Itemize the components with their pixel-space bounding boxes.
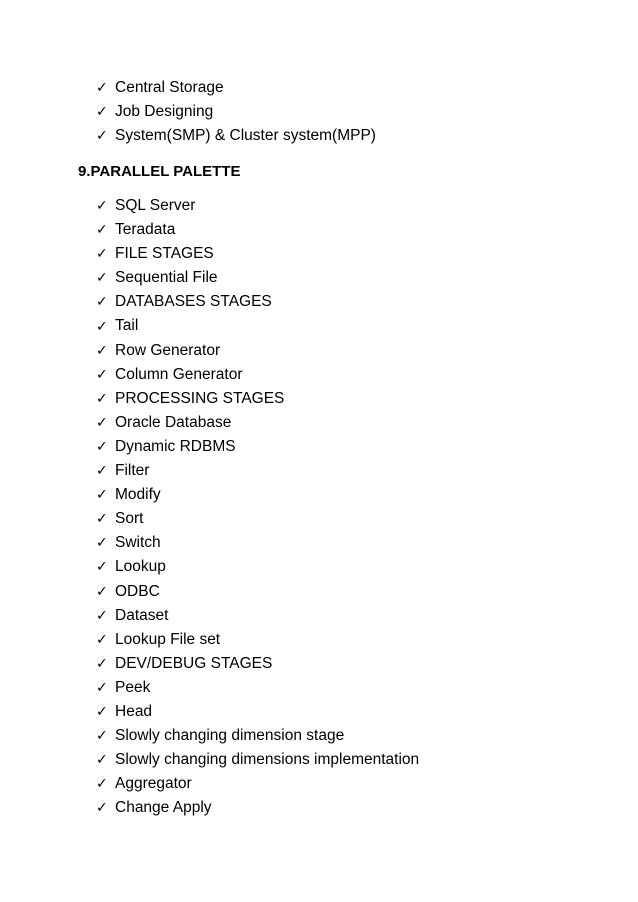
- list-item-label: System(SMP) & Cluster system(MPP): [115, 127, 376, 145]
- list-item-label: Aggregator: [115, 775, 192, 793]
- checkmark-icon: ✓: [96, 800, 108, 817]
- list-item: [96, 724, 419, 748]
- list-item-label: Row Generator: [115, 341, 221, 359]
- list-item: [96, 411, 419, 435]
- list-item: [96, 700, 419, 724]
- list-item-label: Modify: [115, 486, 161, 504]
- list-item: [96, 218, 419, 242]
- list-item-label: Tail: [115, 317, 139, 335]
- list-item: [96, 580, 419, 604]
- list-item: [96, 76, 376, 100]
- checkmark-icon: ✓: [96, 655, 108, 672]
- checkmark-icon: ✓: [96, 342, 108, 359]
- list-item: [96, 194, 419, 218]
- list-item-label: Dynamic RDBMS: [115, 437, 236, 455]
- list-item: [96, 290, 419, 314]
- list-item: [96, 676, 419, 700]
- checkmark-icon: ✓: [96, 487, 108, 504]
- checkmark-icon: ✓: [96, 246, 108, 263]
- list-item: [96, 796, 419, 820]
- list-item: [96, 124, 376, 148]
- list-item-label: DATABASES STAGES: [115, 293, 272, 311]
- checkmark-icon: ✓: [96, 535, 108, 552]
- list-item-label: Switch: [115, 534, 161, 552]
- checkmark-icon: ✓: [96, 104, 108, 121]
- checkmark-icon: ✓: [96, 607, 108, 624]
- list-item-label: Slowly changing dimensions implementation: [115, 751, 420, 769]
- list-item-label: Slowly changing dimension stage: [115, 727, 345, 745]
- list-item-label: Change Apply: [115, 799, 212, 817]
- list-item-label: ODBC: [115, 582, 160, 600]
- list-item-label: FILE STAGES: [115, 245, 214, 263]
- list-item: [96, 339, 419, 363]
- list-item-label: Dataset: [115, 606, 169, 624]
- list-item: [96, 772, 419, 796]
- list-item-label: Filter: [115, 462, 150, 480]
- checkmark-icon: ✓: [96, 128, 108, 145]
- list-item-label: Lookup File set: [115, 630, 221, 648]
- checkmark-icon: ✓: [96, 559, 108, 576]
- checkmark-icon: ✓: [96, 583, 108, 600]
- checkmark-icon: ✓: [96, 198, 108, 215]
- list-item: [96, 483, 419, 507]
- list-item-label: Teradata: [115, 221, 176, 239]
- list-item: [96, 363, 419, 387]
- list-item: [96, 387, 419, 411]
- checkmark-icon: ✓: [96, 463, 108, 480]
- checkmark-icon: ✓: [96, 752, 108, 769]
- parallel-palette-checklist: [96, 194, 419, 820]
- list-item-label: SQL Server: [115, 197, 196, 214]
- checkmark-icon: ✓: [96, 438, 108, 455]
- list-item-label: Central Storage: [115, 79, 224, 96]
- checkmark-icon: ✓: [96, 511, 108, 528]
- checkmark-icon: ✓: [96, 414, 108, 431]
- checkmark-icon: ✓: [96, 222, 108, 239]
- list-item: [96, 748, 419, 772]
- list-item: [96, 507, 419, 531]
- list-item: [96, 100, 376, 124]
- checkmark-icon: ✓: [96, 318, 108, 335]
- list-item: [96, 435, 419, 459]
- checkmark-icon: ✓: [96, 294, 108, 311]
- intro-checklist: [96, 76, 376, 148]
- list-item: [96, 555, 419, 579]
- checkmark-icon: ✓: [96, 679, 108, 696]
- list-item: [96, 242, 419, 266]
- list-item: [96, 266, 419, 290]
- checkmark-icon: ✓: [96, 728, 108, 745]
- list-item-label: Peek: [115, 678, 151, 696]
- list-item-label: PROCESSING STAGES: [115, 389, 285, 407]
- list-item: [96, 314, 419, 338]
- list-item-label: Sort: [115, 510, 144, 528]
- checkmark-icon: ✓: [96, 631, 108, 648]
- checkmark-icon: ✓: [96, 776, 108, 793]
- list-item-label: Sequential File: [115, 269, 218, 287]
- list-item: [96, 628, 419, 652]
- list-item-label: Lookup: [115, 558, 166, 576]
- list-item-label: Job Designing: [115, 103, 214, 121]
- list-item-label: Oracle Database: [115, 413, 232, 431]
- checkmark-icon: ✓: [96, 80, 108, 97]
- list-item: [96, 604, 419, 628]
- list-item-label: Head: [115, 702, 153, 720]
- checkmark-icon: ✓: [96, 704, 108, 721]
- list-item-label: DEV/DEBUG STAGES: [115, 654, 273, 672]
- list-item-label: Column Generator: [115, 365, 243, 383]
- checkmark-icon: ✓: [96, 366, 108, 383]
- list-item: [96, 459, 419, 483]
- list-item: [96, 652, 419, 676]
- checkmark-icon: ✓: [96, 390, 108, 407]
- section-heading: 9.PARALLEL PALETTE: [78, 163, 241, 180]
- list-item: [96, 531, 419, 555]
- checkmark-icon: ✓: [96, 270, 108, 287]
